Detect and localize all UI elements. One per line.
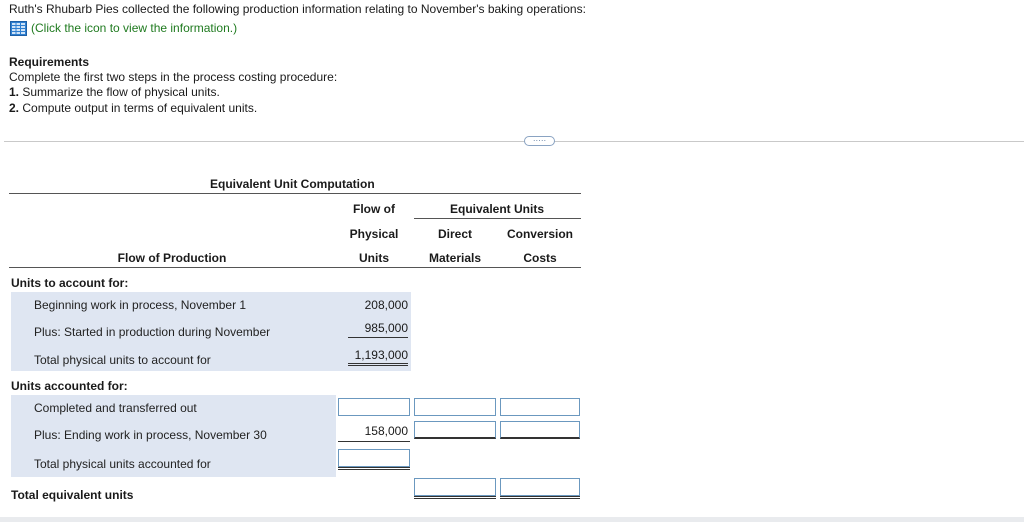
header-flow-of-production: Flow of Production — [117, 251, 227, 265]
section-divider — [4, 141, 1024, 142]
header-cc-line2: Costs — [523, 251, 557, 265]
section-units-to-account-for: Units to account for: — [11, 276, 129, 290]
row-label-completed: Completed and transferred out — [34, 401, 197, 415]
requirements-lead: Complete the first two steps in the process costing procedure: — [9, 70, 338, 84]
requirement-text: Summarize the flow of physical units. — [22, 85, 220, 99]
requirement-number: 1. — [9, 85, 20, 99]
view-information-label[interactable]: (Click the icon to view the information.) — [31, 21, 238, 35]
row-label-total-accounted: Total physical units accounted for — [34, 457, 211, 471]
total-accounted-physical-input[interactable] — [338, 449, 410, 467]
row-label-total-equivalent-units: Total equivalent units — [11, 488, 134, 502]
row-label-beginning-wip: Beginning work in process, November 1 — [34, 298, 247, 312]
ending-wip-dm-input[interactable] — [414, 421, 496, 439]
row-label-started: Plus: Started in production during November — [34, 325, 271, 339]
header-equivalent-units: Equivalent Units — [449, 202, 544, 216]
spreadsheet-grid-icon[interactable] — [10, 21, 27, 36]
requirement-item-1 — [9, 85, 220, 99]
total-eu-cc-double-underline — [500, 496, 580, 499]
requirement-text: Compute output in terms of equivalent units. — [22, 101, 258, 115]
header-physical-line3: Units — [359, 251, 389, 265]
ending-wip-physical-underline — [338, 441, 410, 442]
completed-physical-input[interactable] — [338, 398, 410, 416]
table-title: Equivalent Unit Computation — [210, 177, 375, 191]
header-dm-line2: Materials — [428, 251, 482, 265]
header-dm-line1: Direct — [437, 227, 472, 241]
completed-dm-input[interactable] — [414, 398, 496, 416]
table-top-rule — [9, 193, 581, 194]
section-units-accounted-for: Units accounted for: — [11, 379, 128, 393]
completed-cc-input[interactable] — [500, 398, 580, 416]
value-beginning-wip-physical: 208,000 — [364, 298, 408, 312]
value-started-physical: 985,000 — [348, 321, 408, 338]
header-eu-rule — [414, 218, 581, 219]
ending-wip-cc-input[interactable] — [500, 421, 580, 439]
requirement-item-2 — [9, 101, 257, 115]
expand-more-button[interactable]: ····· — [524, 136, 555, 146]
requirement-number: 2. — [9, 101, 20, 115]
value-total-to-account-physical: 1,193,000 — [348, 348, 408, 366]
value-ending-wip-physical: 158,000 — [364, 424, 408, 438]
row-label-total-to-account: Total physical units to account for — [34, 353, 211, 367]
total-eu-dm-input[interactable] — [414, 478, 496, 496]
total-eu-dm-double-underline — [414, 496, 496, 499]
header-cc-line1: Conversion — [506, 227, 573, 241]
header-physical-line2: Physical — [349, 227, 399, 241]
view-information-link[interactable] — [10, 20, 237, 36]
header-physical-line1: Flow of — [353, 202, 395, 216]
bottom-scroll-strip — [0, 517, 1024, 522]
intro-text: Ruth's Rhubarb Pies collected the following production information relating to November's baking operations: — [9, 2, 586, 16]
total-eu-cc-input[interactable] — [500, 478, 580, 496]
requirements-title: Requirements — [9, 55, 90, 69]
header-bottom-rule — [9, 267, 581, 268]
total-accounted-double-underline — [338, 467, 410, 470]
row-label-ending-wip: Plus: Ending work in process, November 30 — [34, 428, 267, 442]
